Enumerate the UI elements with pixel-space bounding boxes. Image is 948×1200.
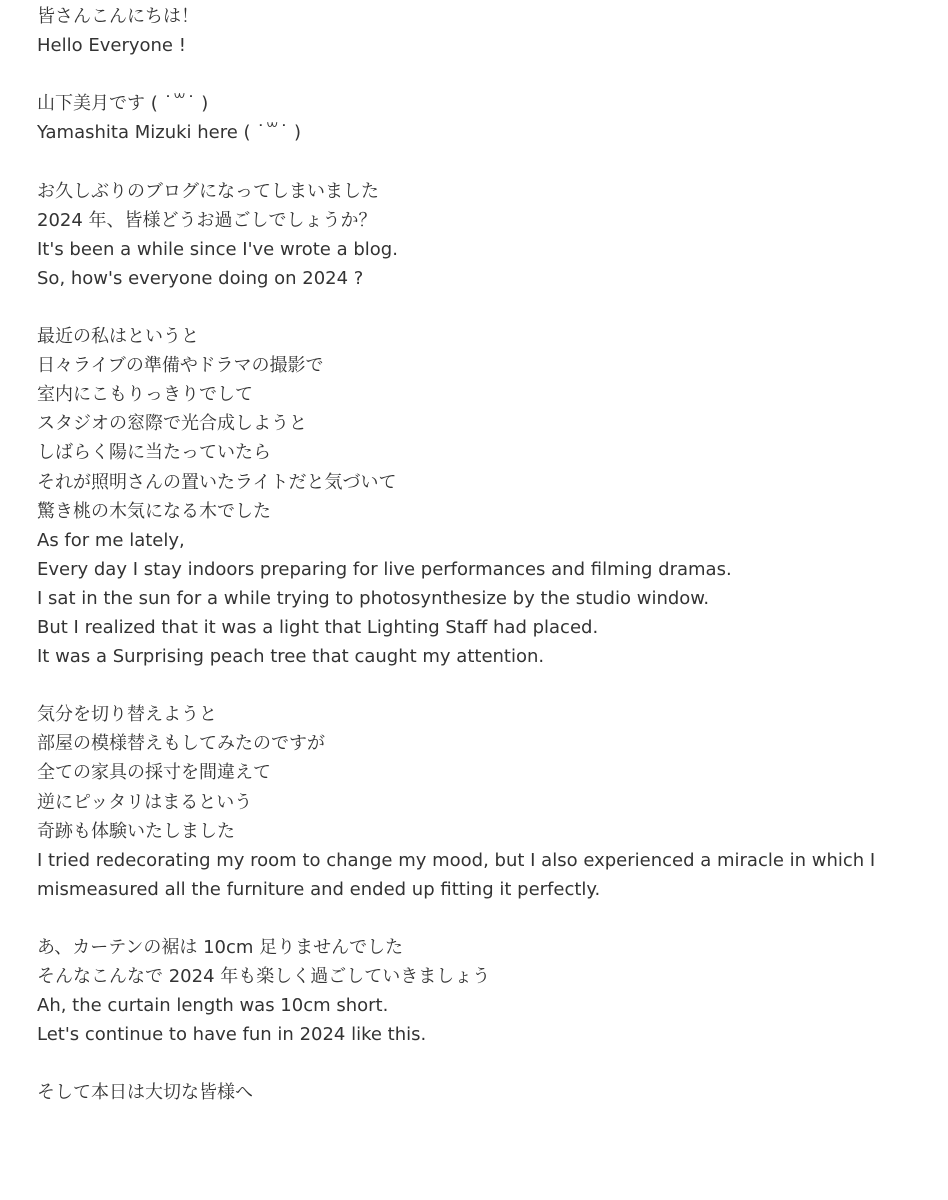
- paragraph-line: It was a Surprising peach tree that caught my attention.: [37, 646, 545, 668]
- paragraph-line: そして本日は大切な皆様へ: [37, 1082, 253, 1104]
- blank-line: [37, 147, 917, 176]
- intro-jp: 山下美月です ( ˙꒳˙ ): [37, 93, 209, 115]
- paragraph-line: I tried redecorating my room to change my mood, but I also experienced a miracle in which I mismeasured all the furniture and ended up fitting it perfectly.: [37, 849, 876, 900]
- greeting-en: Hello Everyone !: [37, 35, 186, 57]
- paragraph-line: 最近の私はというと: [37, 326, 199, 348]
- paragraph-line: お久しぶりのブログになってしまいました: [37, 180, 379, 202]
- greeting-jp: 皆さんこんにちは！: [37, 6, 199, 27]
- paragraph-line: 室内にこもりっきりでして: [37, 384, 253, 406]
- paragraph-line: So, how's everyone doing on 2024 ?: [37, 267, 364, 289]
- paragraph-line: それが照明さんの置いたライトだと気づいて: [37, 471, 397, 493]
- paragraph-line: 奇跡も体験いたしました: [37, 820, 235, 842]
- intro-en: Yamashita Mizuki here ( ˙꒳˙ ): [37, 122, 302, 144]
- paragraph-line: It's been a while since I've wrote a blog.: [37, 238, 398, 260]
- paragraph-line: 2024 年、皆様どうお過ごしでしょうか？: [37, 209, 377, 231]
- paragraph-line: 部屋の模様替えもしてみたのですが: [37, 733, 325, 755]
- paragraph-line: Let's continue to have fun in 2024 like this.: [37, 1024, 427, 1046]
- blank-line: [37, 293, 917, 322]
- paragraph-line: あ、カーテンの裾は 10cm 足りませんでした: [37, 937, 404, 958]
- paragraph-line: I sat in the sun for a while trying to photosynthesize by the studio window.: [37, 587, 710, 609]
- paragraph-line: 驚き桃の木気になる木でした: [37, 500, 271, 522]
- paragraph-line: 気分を切り替えようと: [37, 704, 217, 726]
- blank-line: [37, 904, 917, 933]
- blank-line: [37, 671, 917, 700]
- paragraph-line: 全ての家具の採寸を間違えて: [37, 762, 271, 784]
- paragraph-line: スタジオの窓際で光合成しようと: [37, 413, 307, 435]
- paragraph-line: But I realized that it was a light that Lighting Staff had placed.: [37, 616, 599, 638]
- paragraph-line: 日々ライブの準備やドラマの撮影で: [37, 355, 324, 377]
- paragraph-line: Ah, the curtain length was 10cm short.: [37, 995, 389, 1017]
- paragraph-line: しばらく陽に当たっていたら: [37, 442, 271, 464]
- blog-post-body: [37, 2, 917, 1108]
- paragraph-line: そんなこんなで 2024 年も楽しく過ごしていきましょう: [37, 966, 491, 988]
- blank-line: [37, 60, 917, 89]
- paragraph-line: As for me lately,: [37, 529, 185, 551]
- blank-line: [37, 1049, 917, 1078]
- paragraph-line: 逆にピッタリはまるという: [37, 791, 253, 813]
- paragraph-line: Every day I stay indoors preparing for live performances and filming dramas.: [37, 558, 732, 580]
